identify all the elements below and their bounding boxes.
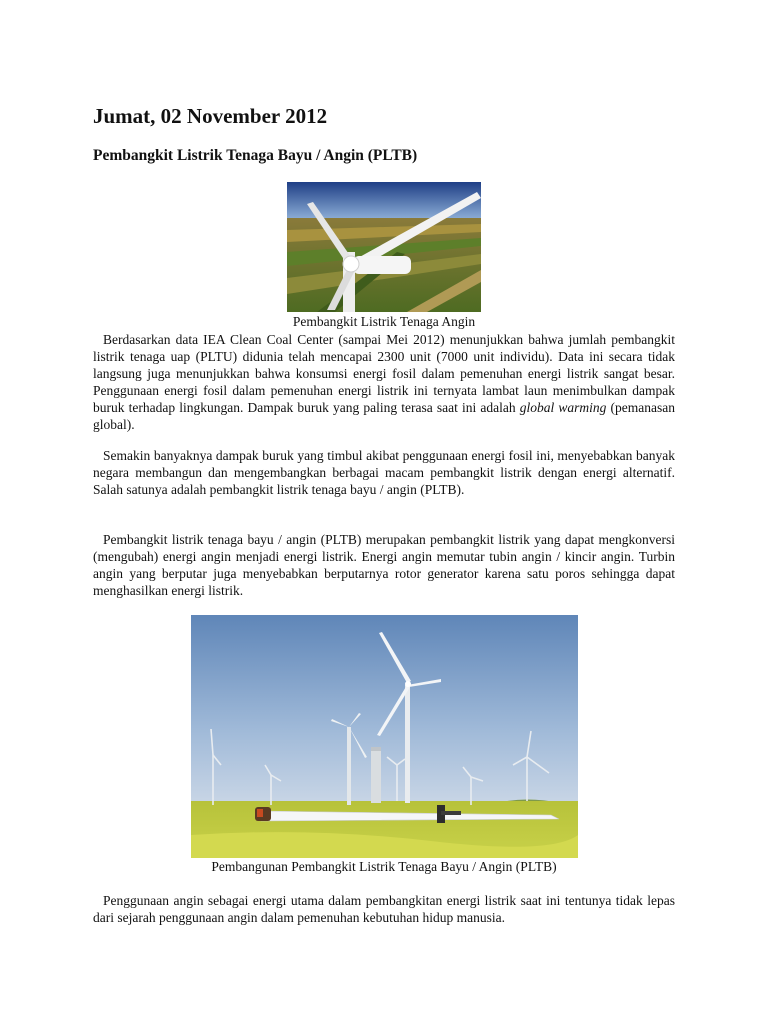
- paragraph-2: Semakin banyaknya dampak buruk yang timbul akibat penggunaan energi fosil ini, menyebabkan banyak negara membangun dan mengembangkan berbagai macam pembangkit listrik dengan energi alternatif. Salah satunya adalah pembangkit listrik tenaga bayu / angin (PLTB).: [93, 448, 675, 497]
- paragraph-1-italic: global warming: [519, 400, 607, 415]
- wind-turbine-closeup-image: [287, 182, 481, 312]
- paragraph-1-text: Berdasarkan data IEA Clean Coal Center (sampai Mei 2012) menunjukkan bahwa jumlah pembangkit listrik tenaga uap (PLTU) didunia telah mencapai 2300 unit (7000 unit individu). Data ini secara tidak langsung juga menunjukkan bahwa konsumsi energi fosil dalam pemenuhan energi listrik sangat besar. Penggunaan energi fosil dalam pemenuhan energi listrik ini ternyata lambat laun menimbulkan dampak buruk terhadap lingkungan. Dampak buruk yang paling terasa saat ini adalah: [93, 332, 675, 415]
- date-header: Jumat, 02 November 2012: [93, 104, 328, 128]
- wind-farm-construction-image: [191, 615, 578, 858]
- paragraph-1-end: (pemanasan global).: [93, 400, 676, 432]
- paragraph-3: Pembangkit listrik tenaga bayu / angin (PLTB) merupakan pembangkit listrik yang dapat mengkonversi (mengubah) energi angin menjadi energi listrik. Energi angin memutar tubin angin / kincir angin. Turbin angin yang berputar juga menyebabkan berputarnya rotor generator karena satu poros sehingga dapat menghasilkan energi listrik.: [93, 532, 675, 598]
- post-title: Pembangkit Listrik Tenaga Bayu / Angin (PLTB): [93, 147, 418, 164]
- figure2-caption: Pembangunan Pembangkit Listrik Tenaga Bayu / Angin (PLTB): [211, 859, 557, 874]
- paragraph-4: Penggunaan angin sebagai energi utama dalam pembangkitan energi listrik saat ini tentunya tidak lepas dari sejarah penggunaan angin dalam pemenuhan kebutuhan hidup manusia.: [93, 893, 675, 925]
- paragraph-1: [93, 331, 675, 433]
- figure1-caption: Pembangkit Listrik Tenaga Angin: [292, 314, 476, 329]
